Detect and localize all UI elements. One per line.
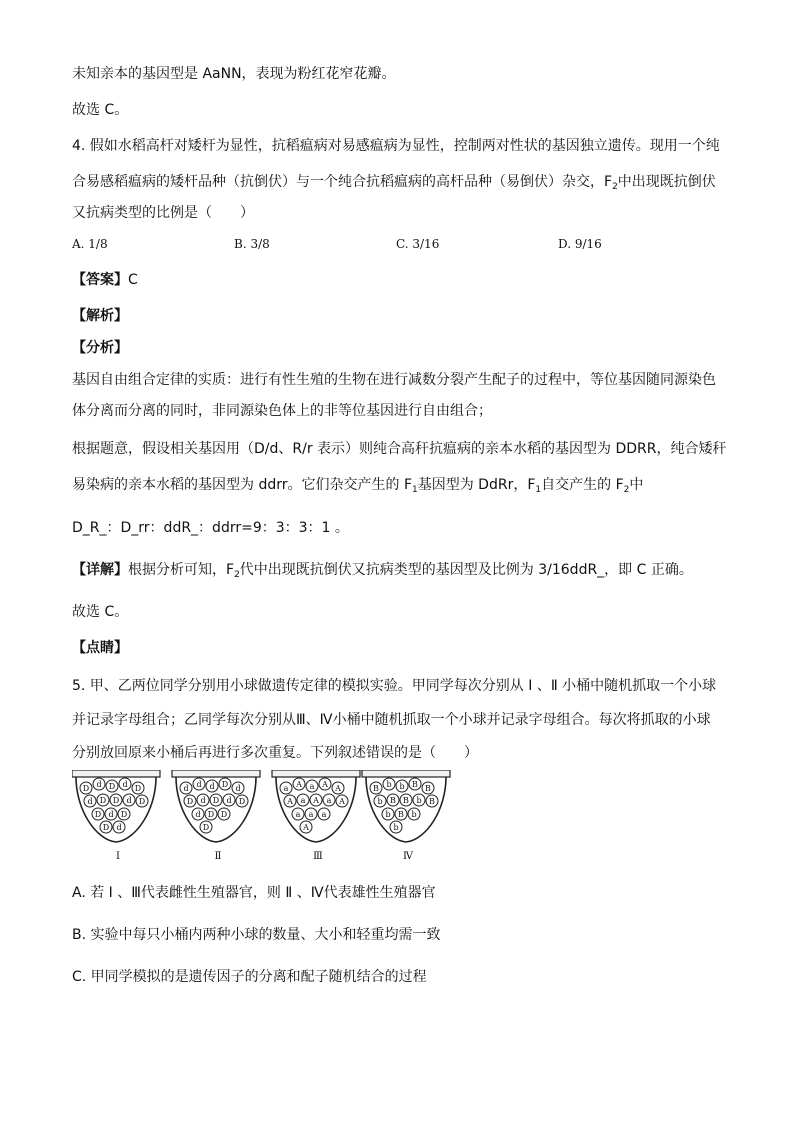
ball-label: b	[377, 797, 383, 806]
ball	[110, 794, 122, 806]
ball-label: a	[309, 782, 315, 791]
ball	[106, 780, 118, 792]
question-4-line-2: 合易感稻瘟病的矮杆品种（抗倒伏）与一个纯合抗稻瘟病的高杆品种（易倒伏）杂交，$F_2$中出现既抗倒伏	[72, 174, 716, 192]
ball	[400, 794, 412, 806]
ball-label: d	[96, 780, 102, 789]
analysis-paragraph-1: 基因自由组合定律的实质：进行有性生殖的生物在进行减数分裂产生配子的过程中，等位基因随同源染色	[72, 372, 716, 388]
ball-label: A	[287, 797, 293, 806]
ball-label: B	[412, 780, 418, 789]
ball	[395, 808, 407, 820]
ball	[390, 821, 402, 833]
ball-label: D	[112, 796, 120, 805]
ball	[318, 808, 330, 820]
ball	[218, 808, 230, 820]
ball	[84, 795, 96, 807]
ball	[223, 794, 235, 806]
ball	[382, 808, 394, 820]
question-4-line-1: 4. 假如水稻高杆对矮杆为显性，抗稻瘟病对易感瘟病为显性，控制两对性状的基因独立遗传。现用一个纯	[72, 138, 720, 154]
ball	[132, 782, 144, 794]
bucket-4	[362, 770, 450, 862]
ball-label: d	[108, 810, 114, 819]
ball	[113, 821, 125, 833]
analysis-tag: 【解析】	[72, 308, 128, 324]
bucket-lid	[272, 770, 360, 777]
ball	[210, 794, 222, 806]
ball-label: b	[393, 823, 399, 832]
ball-label: b	[385, 810, 391, 819]
option-5b: B. 实验中每只小桶内两种小球的数量、大小和轻重均需一致	[72, 927, 441, 943]
ball	[206, 780, 218, 792]
ball	[136, 795, 148, 807]
ball-label: d	[200, 796, 206, 805]
ball	[374, 795, 386, 807]
prev-choice: 故选 C。	[72, 102, 129, 118]
ball-label: D	[102, 823, 110, 832]
ball-label: B	[373, 784, 379, 793]
ball	[97, 794, 109, 806]
option-a: A. 1/8	[72, 237, 108, 251]
option-5a: A. 若 Ⅰ 、Ⅲ代表雌性生殖器官，则 Ⅱ 、Ⅳ代表雄性生殖器官	[72, 885, 436, 901]
ball-label: d	[116, 823, 122, 832]
answer-line	[72, 270, 138, 290]
ball-label: D	[99, 796, 107, 805]
question-5-line-2: 并记录字母组合；乙同学每次分别从Ⅲ、Ⅳ小桶中随机抓取一个小球并记录字母组合。每次将抓取的小球	[72, 712, 711, 728]
question-5-line-1: 5. 甲、乙两位同学分别用小球做遗传定律的模拟实验。甲同学每次分别从 Ⅰ 、Ⅱ 小桶中随机抓取一个小球	[72, 678, 717, 694]
buckets-figure	[72, 770, 472, 866]
ratio-line: D_R_：D_rr：ddR_：ddrr=9：3：3：1 。	[72, 520, 349, 536]
ball	[370, 782, 382, 794]
ball-label: D	[138, 797, 146, 806]
ball	[383, 778, 395, 790]
ball-label: a	[326, 796, 332, 805]
ball-label: D	[207, 810, 215, 819]
ball-label: d	[196, 780, 202, 789]
option-b: B. 3/8	[234, 237, 270, 251]
ball	[80, 782, 92, 794]
bucket-label: Ⅳ	[403, 851, 413, 862]
bucket-lid	[72, 770, 160, 777]
ball	[426, 795, 438, 807]
ball	[184, 795, 196, 807]
answer-value: C	[128, 272, 138, 288]
ball	[305, 808, 317, 820]
ball-label: a	[295, 810, 301, 819]
ball-label: A	[339, 797, 345, 806]
option-c: C. 3/16	[396, 237, 440, 251]
choice-line: 故选 C。	[72, 604, 129, 620]
bucket-lid	[172, 770, 260, 777]
ball	[297, 794, 309, 806]
ball-label: b	[411, 810, 417, 819]
ball-label: D	[238, 797, 246, 806]
ball	[413, 794, 425, 806]
ball	[193, 778, 205, 790]
ball-label: B	[398, 810, 404, 819]
ball-label: A	[313, 796, 319, 805]
ball	[306, 780, 318, 792]
ball-label: D	[108, 782, 116, 791]
ball	[396, 780, 408, 792]
ball-label: A	[335, 784, 341, 793]
ball-label: d	[126, 796, 132, 805]
bucket-lid	[362, 770, 450, 777]
ball	[284, 795, 296, 807]
ball	[422, 782, 434, 794]
ball-label: D	[202, 823, 210, 832]
ball	[92, 808, 104, 820]
ball-label: D	[221, 780, 229, 789]
bucket-3	[272, 770, 360, 862]
ball	[123, 794, 135, 806]
ball-label: a	[321, 810, 327, 819]
ball-label: d	[87, 797, 93, 806]
ball-label: D	[220, 810, 228, 819]
ball-label: A	[322, 780, 328, 789]
ball	[293, 778, 305, 790]
ball	[336, 795, 348, 807]
ball	[387, 794, 399, 806]
ball-label: d	[235, 784, 241, 793]
ball	[236, 795, 248, 807]
ball	[192, 808, 204, 820]
analysis-paragraph-3: 根据题意，假设相关基因用（D/d、R/r 表示）则纯合高秆抗瘟病的亲本水稻的基因型为 DDRR，纯合矮秆	[72, 441, 727, 457]
analysis-paragraph-2: 体分离而分离的同时，非同源染色体上的非等位基因进行自由组合；	[72, 403, 492, 419]
detail-tag: 【详解】	[72, 562, 128, 578]
question-4-line-3: 又抗病类型的比例是（ ）	[72, 205, 254, 221]
ball-label: B	[425, 784, 431, 793]
ball	[408, 808, 420, 820]
ball-label: D	[94, 810, 102, 819]
ball	[292, 808, 304, 820]
ball	[180, 782, 192, 794]
bucket-label: Ⅰ	[116, 851, 120, 862]
ball	[197, 794, 209, 806]
ball-label: B	[390, 796, 396, 805]
ball	[280, 782, 292, 794]
fenxi-tag: 【分析】	[72, 340, 128, 356]
option-d: D. 9/16	[558, 237, 602, 251]
dianjing-tag: 【点睛】	[72, 640, 128, 656]
ball-label: d	[183, 784, 189, 793]
ball	[205, 808, 217, 820]
bucket-label: Ⅱ	[214, 851, 222, 862]
ball-label: D	[120, 810, 128, 819]
ball	[118, 808, 130, 820]
ball	[105, 808, 117, 820]
ball-label: A	[303, 823, 309, 832]
ball-label: B	[429, 797, 435, 806]
ball	[323, 794, 335, 806]
ball	[332, 782, 344, 794]
prev-conclusion: 未知亲本的基因型是 AaNN，表现为粉红花窄花瓣。	[72, 66, 396, 82]
ball-label: d	[122, 780, 128, 789]
ball	[119, 778, 131, 790]
ball-label: D	[82, 784, 90, 793]
detail-line: 【详解】根据分析可知，$F_2$代中出现既抗倒伏又抗病类型的基因型及比例为 3/16ddR_，即 C 正确。	[72, 562, 693, 580]
option-5c: C. 甲同学模拟的是遗传因子的分离和配子随机结合的过程	[72, 969, 427, 985]
ball-label: A	[296, 780, 302, 789]
ball	[93, 778, 105, 790]
ball-label: B	[403, 796, 409, 805]
bucket-label: Ⅲ	[313, 851, 323, 862]
ball-label: D	[134, 784, 142, 793]
ball-label: a	[308, 810, 314, 819]
ball-label: b	[386, 780, 392, 789]
ball-label: a	[283, 784, 289, 793]
bucket-1	[72, 770, 160, 862]
ball	[409, 778, 421, 790]
ball	[219, 778, 231, 790]
ball	[300, 821, 312, 833]
ball	[200, 821, 212, 833]
ball-label: d	[209, 782, 215, 791]
question-5-line-3: 分别放回原来小桶后再进行多次重复。下列叙述错误的是（ ）	[72, 745, 478, 761]
ball	[232, 782, 244, 794]
answer-tag: 【答案】	[72, 272, 128, 288]
ball-label: D	[186, 797, 194, 806]
bucket-2	[172, 770, 260, 862]
analysis-paragraph-4: 易染病的亲本水稻的基因型为 ddrr。它们杂交产生的 $F_1$基因型为 DdRr，$F_1$自交产生的 $F_2$中	[72, 477, 644, 495]
ball-label: d	[226, 796, 232, 805]
ball	[100, 821, 112, 833]
ball-label: b	[399, 782, 405, 791]
ball	[310, 794, 322, 806]
ball-label: d	[195, 810, 201, 819]
ball-label: D	[212, 796, 220, 805]
ball-label: b	[416, 796, 422, 805]
ball	[319, 778, 331, 790]
ball-label: a	[300, 796, 306, 805]
